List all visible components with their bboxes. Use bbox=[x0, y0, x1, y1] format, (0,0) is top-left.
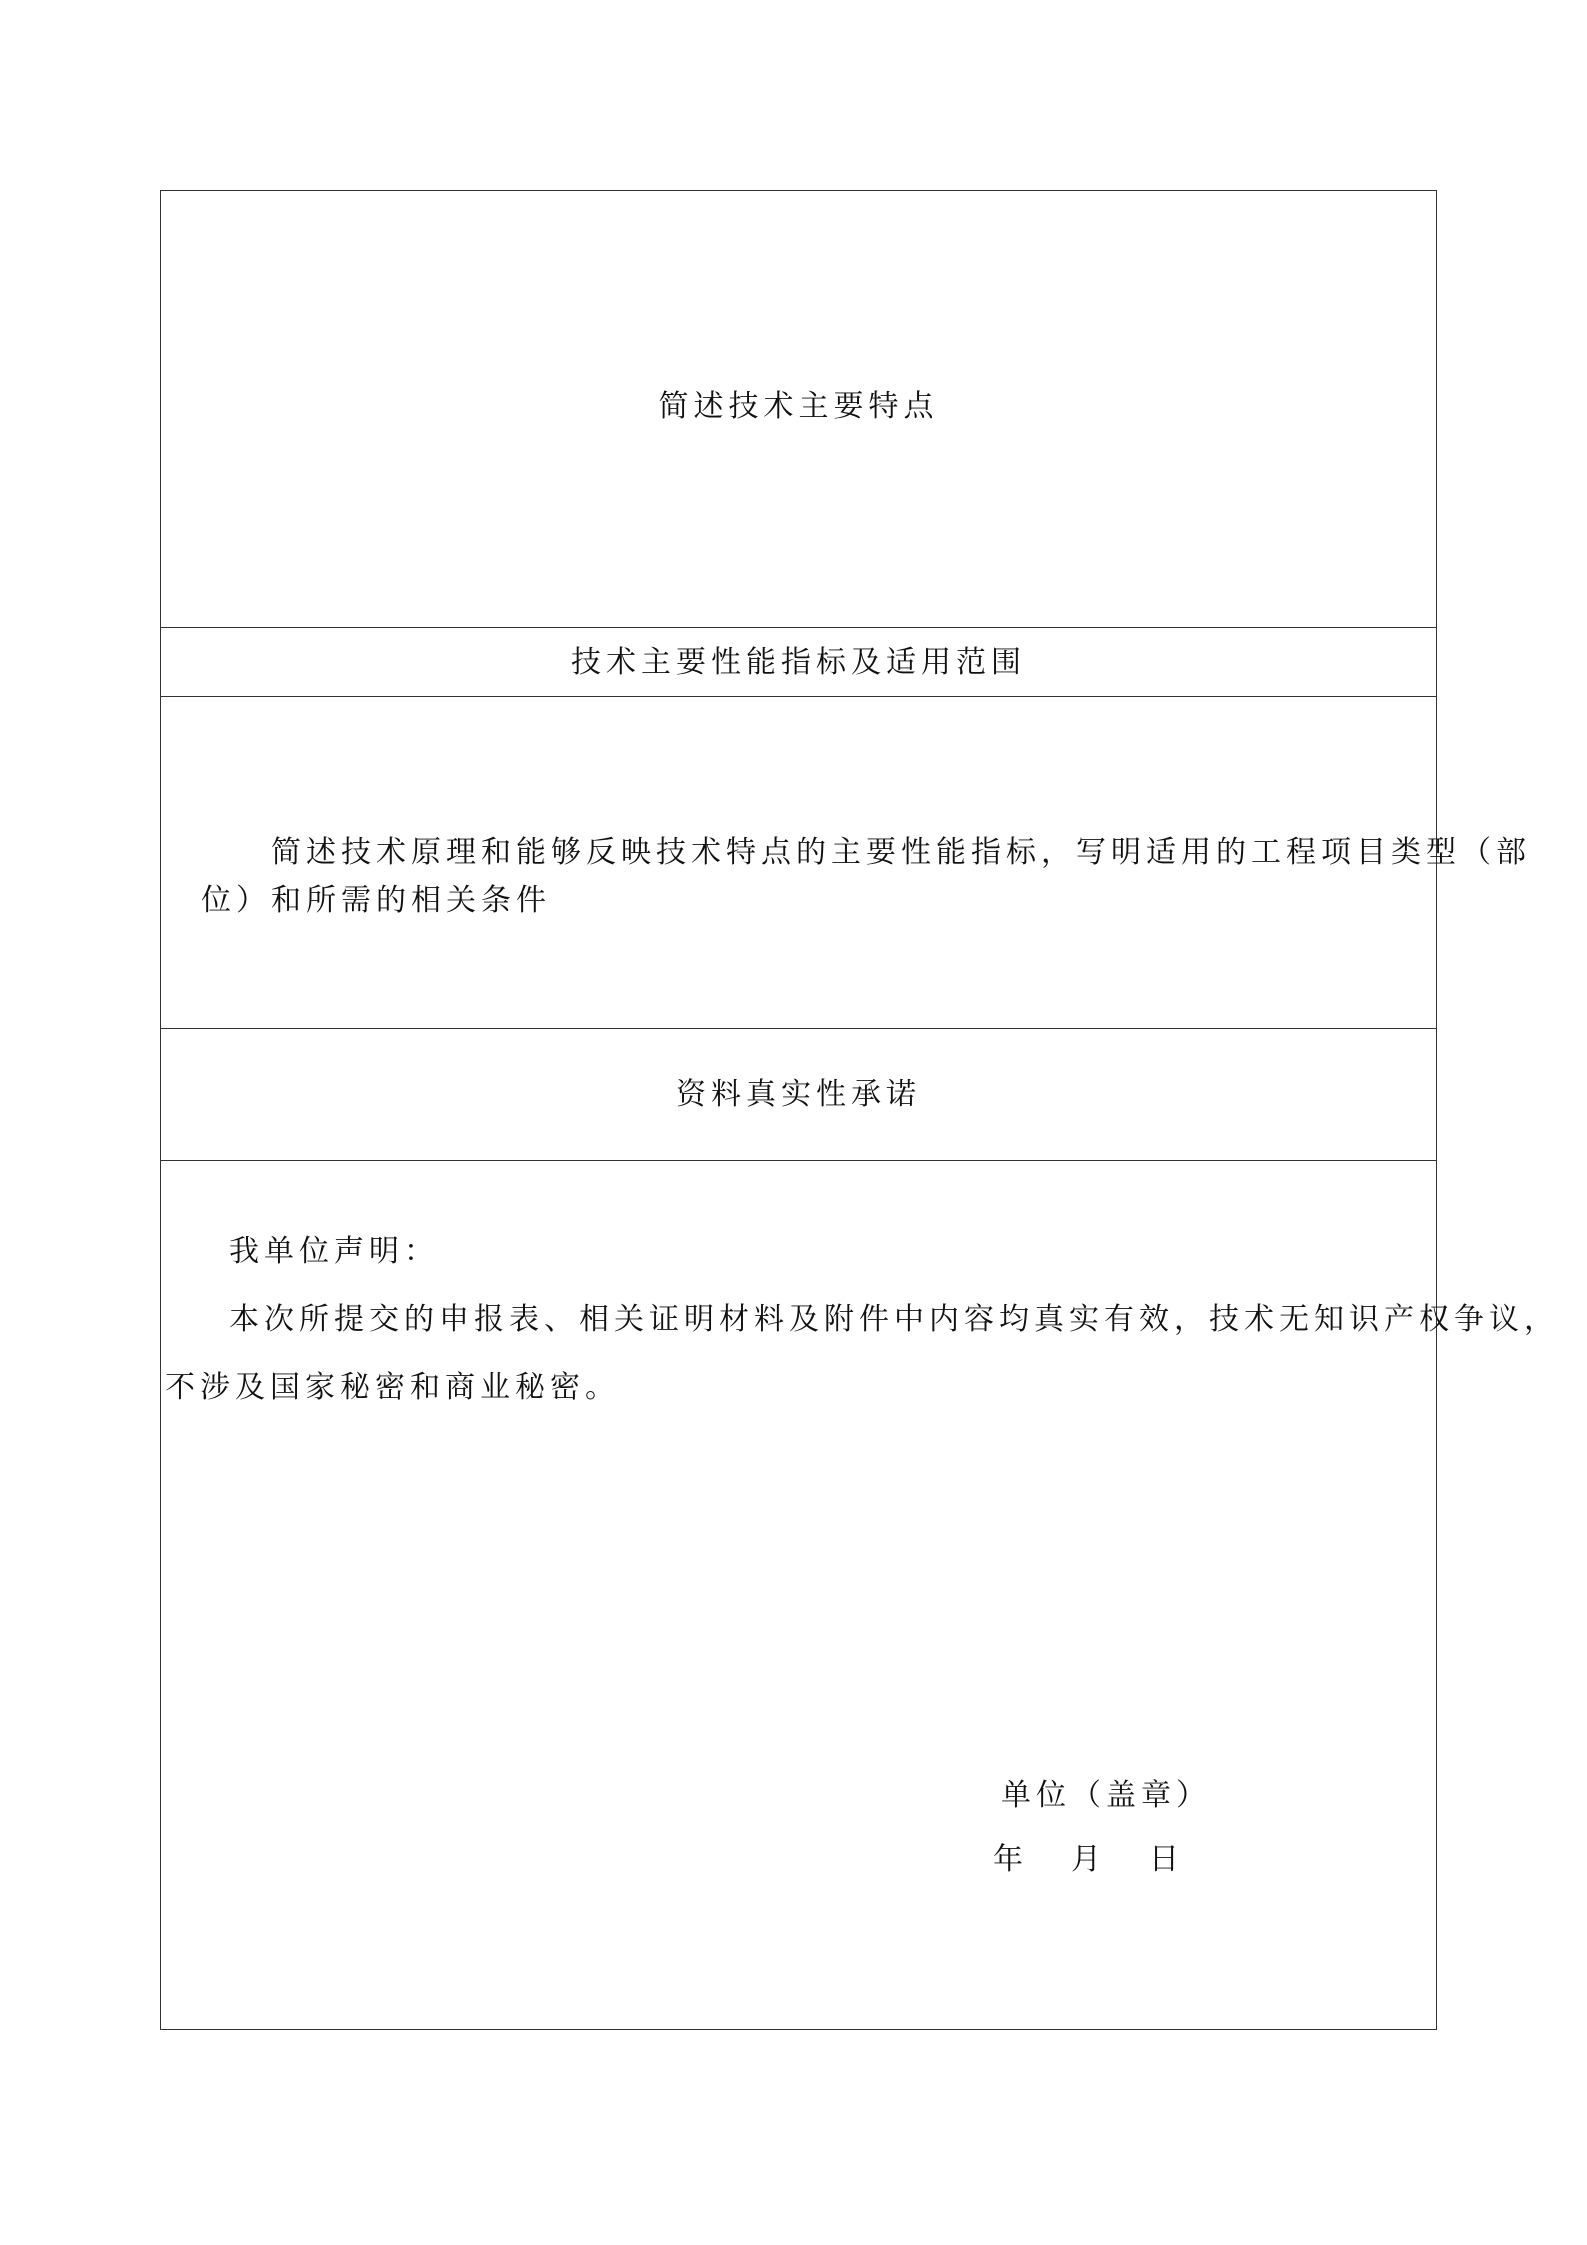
performance-description-line1: 简述技术原理和能够反映技术特点的主要性能指标，写明适用的工程项目类型（部 bbox=[271, 835, 1531, 870]
date-year-label: 年 bbox=[993, 1842, 1023, 1877]
performance-description-cell bbox=[161, 696, 1531, 1028]
technical-features-placeholder: 简述技术主要特点 bbox=[658, 389, 939, 424]
declaration-line1: 本次所提交的申报表、相关证明材料及附件中内容均真实有效，技术无知识产权争议， bbox=[229, 1302, 1559, 1337]
date-day-label: 日 bbox=[1149, 1842, 1179, 1877]
declaration-label: 我单位声明： bbox=[229, 1234, 439, 1269]
performance-description bbox=[201, 829, 1531, 925]
performance-description-line2: 位）和所需的相关条件 bbox=[201, 883, 551, 918]
date-month-label: 月 bbox=[1071, 1842, 1101, 1877]
authenticity-heading-row bbox=[161, 1028, 1436, 1160]
authenticity-heading: 资料真实性承诺 bbox=[676, 1077, 921, 1112]
declaration-line2: 不涉及国家秘密和商业秘密。 bbox=[165, 1370, 620, 1405]
signature-date bbox=[993, 1842, 1179, 1877]
performance-heading: 技术主要性能指标及适用范围 bbox=[571, 645, 1026, 680]
performance-heading-row bbox=[161, 627, 1436, 696]
unit-seal-label: 单位（盖章） bbox=[1001, 1778, 1211, 1813]
application-form-table bbox=[160, 190, 1559, 2030]
technical-features-cell bbox=[161, 191, 1436, 627]
authenticity-declaration-cell bbox=[161, 1160, 1559, 2028]
